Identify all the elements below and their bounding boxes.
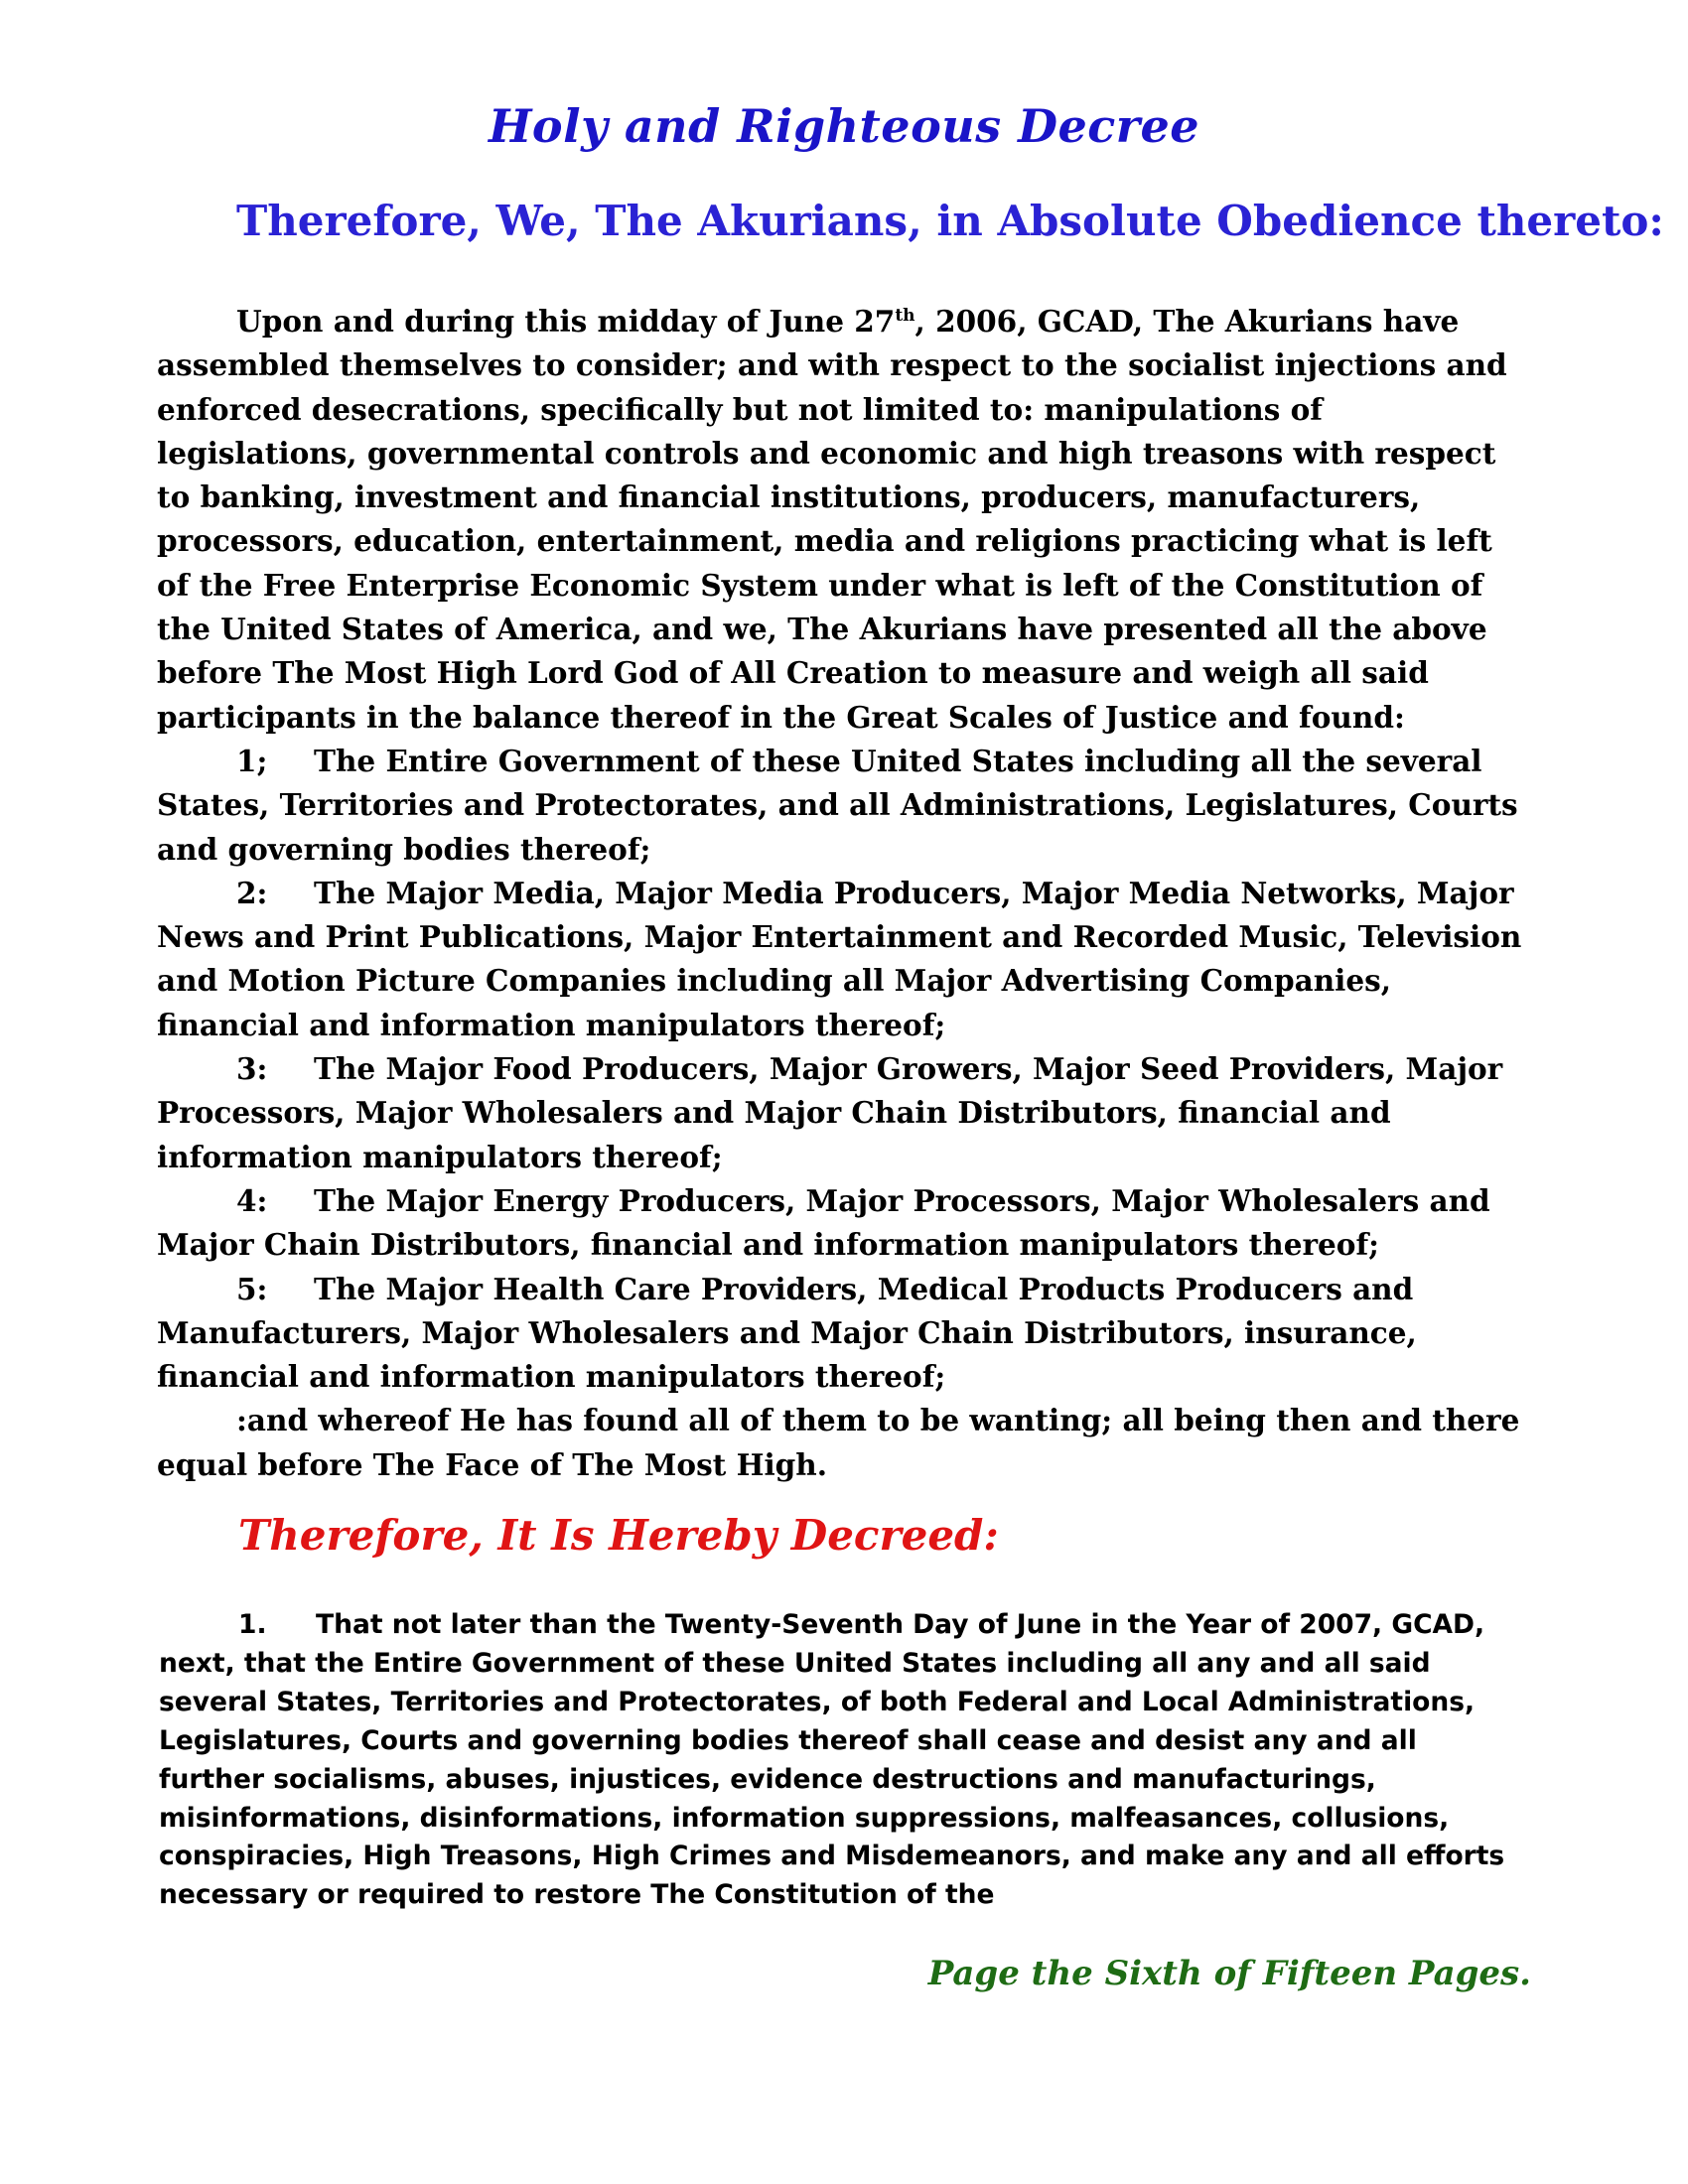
conclusion-paragraph: :and whereof He has found all of them to be wanting; all being then and there equal before The Face of The Most High. — [157, 1403, 1520, 1482]
finding-item — [157, 872, 1525, 1047]
finding-text: The Major Media, Major Media Producers, Major Media Networks, Major News and Print Publications, Major Entertainment and Recorded Music, Television and Motion Picture Companies including all Major Advertising Companies, financial and information manipulators thereof; — [157, 875, 1522, 1042]
findings-section — [157, 300, 1525, 1487]
document-subtitle: Therefore, We, The Akurians, in Absolute Obedience thereto: — [236, 197, 1664, 245]
intro-paragraph — [157, 300, 1525, 740]
finding-number: 4: — [236, 1182, 268, 1218]
finding-text: The Major Food Producers, Major Growers, Major Seed Providers, Major Processors, Major Wholesalers and Major Chain Distributors, financial and information manipulators thereof; — [157, 1051, 1503, 1174]
intro-text-start: Upon and during this midday of June 27 — [236, 304, 896, 339]
finding-item — [157, 740, 1525, 872]
finding-item — [157, 1179, 1525, 1268]
finding-number: 1; — [236, 743, 268, 778]
page-footer: Page the Sixth of Fifteen Pages. — [927, 1954, 1531, 1993]
finding-number: 3: — [236, 1051, 268, 1087]
intro-superscript: th — [895, 306, 915, 327]
decree-number: 1. — [238, 1609, 267, 1640]
finding-text: The Major Health Care Providers, Medical Products Producers and Manufacturers, Major Wholesalers and Major Chain Distributors, insurance, financial and information manipulators thereof; — [157, 1271, 1417, 1395]
document-title: Holy and Righteous Decree — [488, 99, 1200, 153]
decree-text: That not later than the Twenty-Seventh Day of June in the Year of 2007, GCAD, next, that the Entire Government of these United States including all any and all said several States, Territories and Protectorates, of both Federal and Local Administrations, Legislatures, Courts and governing bodies thereof shall cease and desist any and all further socialisms, abuses, injustices, evidence destructions and manufacturings, misinformations, disinformations, information suppressions, malfeasances, collusions, conspiracies, High Treasons, High Crimes and Misdemeanors, and make any and all efforts necessary or required to restore The Constitution of the — [159, 1609, 1505, 1911]
finding-item — [157, 1047, 1525, 1179]
finding-number: 2: — [236, 875, 268, 910]
finding-text: The Major Energy Producers, Major Processors, Major Wholesalers and Major Chain Distributors, financial and information manipulators thereof; — [157, 1182, 1490, 1263]
intro-text-end: , 2006, GCAD, The Akurians have assembled themselves to consider; and with respect to the socialist injections and enforced desecrations, specifically but not limited to: manipulations of legislations, governmental controls and economic and high treasons with respect to banking, investment and financial institutions, producers, manufacturers, processors, education, entertainment, media and religions practicing what is left of the Free Enterprise Economic System under what is left of the Constitution of the United States of America, and we, The Akurians have presented all the above before The Most High Lord God of All Creation to measure and weigh all said participants in the balance thereof in the Great Scales of Justice and found: — [157, 304, 1507, 735]
finding-number: 5: — [236, 1271, 268, 1306]
decree-heading: Therefore, It Is Hereby Decreed: — [238, 1511, 999, 1560]
finding-item — [157, 1268, 1525, 1400]
decree-item — [159, 1606, 1519, 1915]
decrees-section — [159, 1606, 1519, 1915]
finding-text: The Entire Government of these United States including all the several States, Territories and Protectorates, and all Administrations, Legislatures, Courts and governing bodies thereof; — [157, 743, 1518, 867]
